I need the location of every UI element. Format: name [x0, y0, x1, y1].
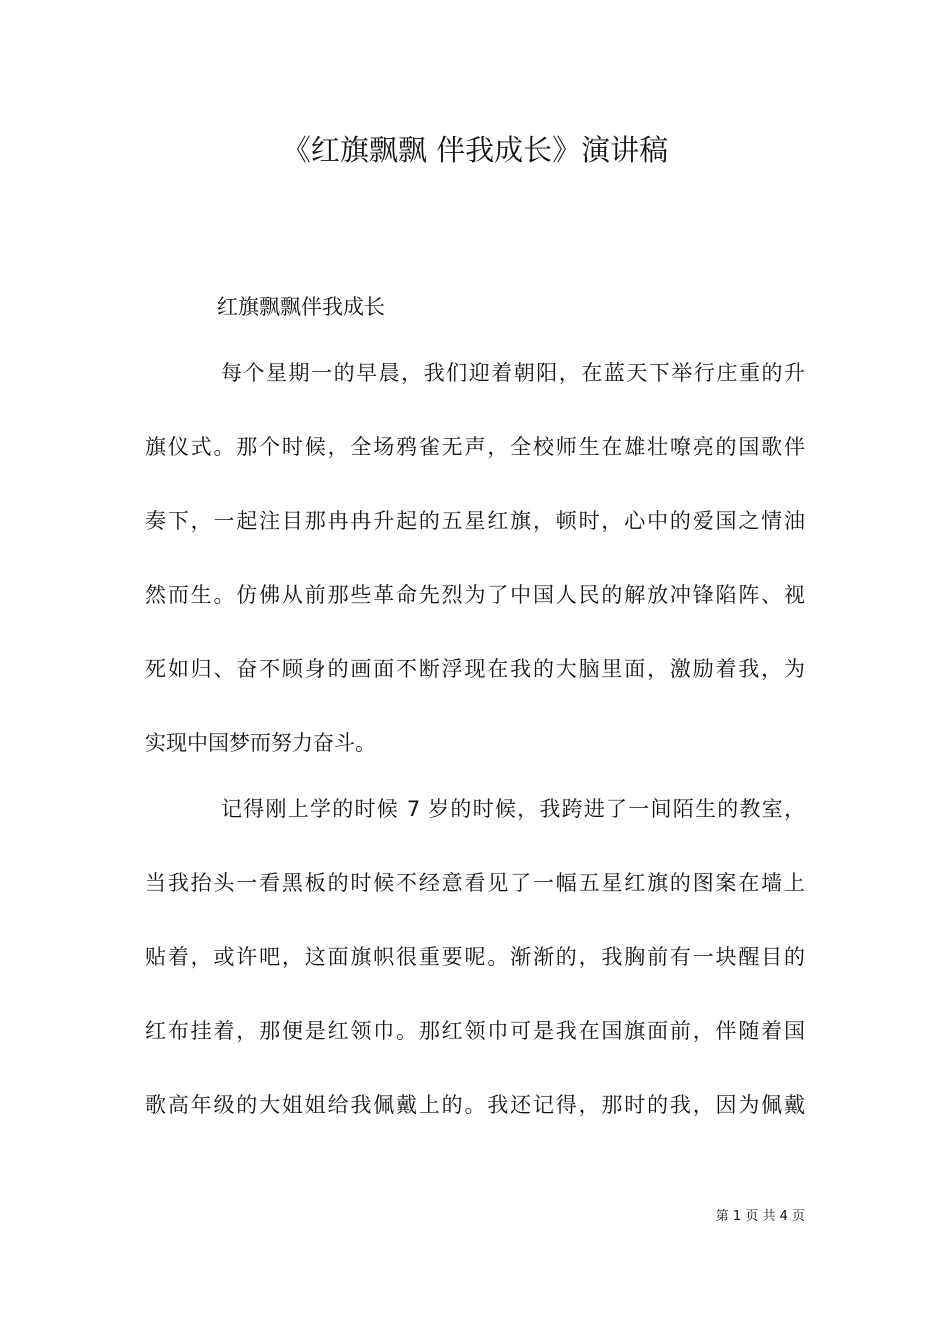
paragraph-2-line-2: 当我抬头一看黑板的时候不经意看见了一幅五星红旗的图案在墙上 — [145, 871, 805, 895]
page-footer: 第 1 页 共 4 页 — [715, 1209, 805, 1224]
paragraph-1-line-6: 实现中国梦而努力奋斗。 — [145, 731, 376, 755]
paragraph-2-line-1: 记得刚上学的时候 7 岁的时候，我跨进了一间陌生的教室， — [221, 797, 805, 821]
paragraph-2-line-4: 红布挂着，那便是红领巾。那红领巾可是我在国旗面前，伴随着国 — [145, 1019, 805, 1043]
paragraph-1-line-4: 然而生。仿佛从前那些革命先烈为了中国人民的解放冲锋陷阵、视 — [145, 583, 805, 607]
paragraph-1-line-3: 奏下，一起注目那冉冉升起的五星红旗，顿时，心中的爱国之情油 — [145, 509, 805, 533]
document-title: 《红旗飘飘 伴我成长》演讲稿 — [281, 133, 669, 167]
document-subtitle: 红旗飘飘伴我成长 — [217, 295, 385, 319]
paragraph-1-line-1: 每个星期一的早晨，我们迎着朝阳，在蓝天下举行庄重的升 — [221, 361, 805, 385]
paragraph-2-line-5: 歌高年级的大姐姐给我佩戴上的。我还记得，那时的我，因为佩戴 — [145, 1093, 805, 1117]
paragraph-1-line-5: 死如归、奋不顾身的画面不断浮现在我的大脑里面，激励着我，为 — [145, 657, 805, 681]
paragraph-2-line-3: 贴着，或许吧，这面旗帜很重要呢。渐渐的，我胸前有一块醒目的 — [145, 945, 805, 969]
paragraph-1-line-2: 旗仪式。那个时候，全场鸦雀无声，全校师生在雄壮嘹亮的国歌伴 — [145, 435, 805, 459]
